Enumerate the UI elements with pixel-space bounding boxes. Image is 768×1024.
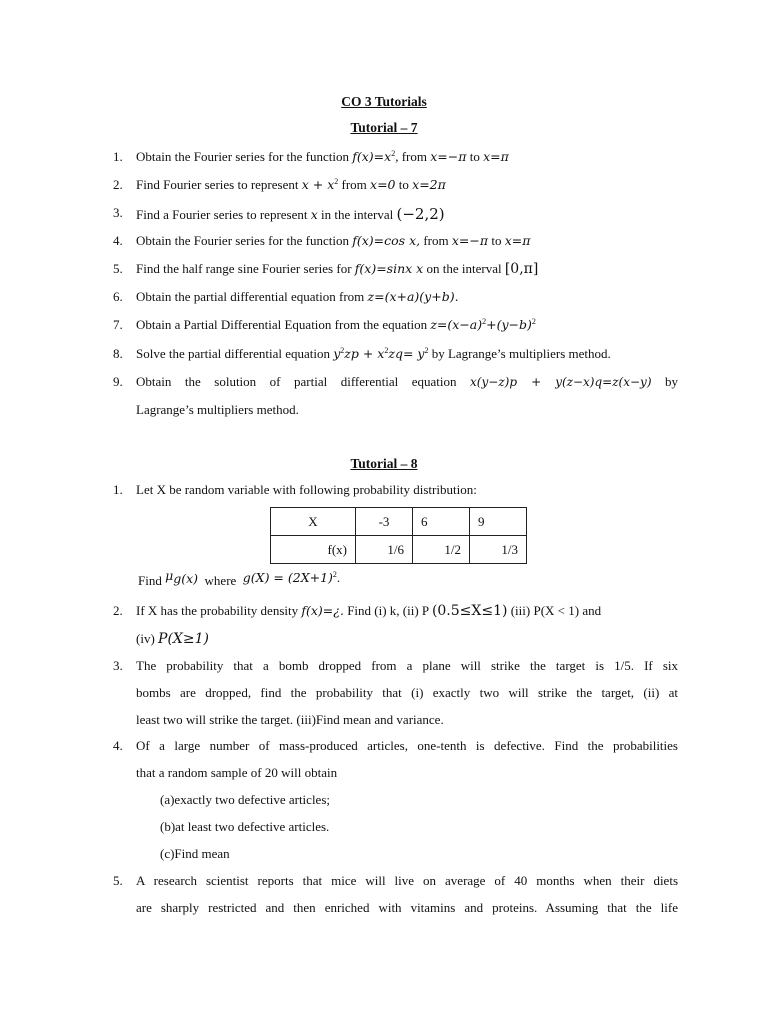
item-number: 2. — [113, 603, 123, 618]
item-text: (iv) — [136, 631, 155, 646]
math-expression: +(y−b) — [486, 317, 532, 332]
item-number: 2. — [113, 177, 123, 192]
list-item — [136, 374, 678, 390]
item-text: , from — [395, 149, 427, 164]
math-superscript: 2 — [391, 149, 396, 158]
item-text: on the interval — [426, 261, 502, 276]
math-expression: x — [310, 207, 318, 222]
list-item — [136, 205, 445, 223]
item-number: 1. — [113, 149, 123, 164]
list-item — [136, 177, 446, 193]
math-expression: (0.5≤X≤1) — [431, 603, 508, 619]
math-expression: x=−π — [451, 233, 489, 248]
math-expression: x + x — [301, 177, 335, 192]
math-expression: x(y−z)p + y(z−x)q=z(x−y) — [470, 375, 652, 389]
sub-item: (b)at least two defective articles. — [160, 819, 330, 834]
item-text: Find (i) k, (ii) P — [347, 603, 429, 618]
item-text: to — [491, 233, 502, 248]
list-item-continuation: bombs are dropped, find the probability that (i) exactly two will strike the target, (ii) at — [136, 685, 678, 700]
math-subscript: g(x) — [173, 571, 199, 586]
math-expression: x=2π — [412, 177, 446, 192]
item-text: from — [341, 177, 367, 192]
table-cell: 1/2 — [413, 536, 470, 564]
list-item: A research scientist reports that mice will live on average of 40 months when their diets — [136, 873, 678, 888]
math-expression: P(X≥1) — [158, 631, 209, 647]
item-number: 9. — [113, 374, 123, 389]
math-expression: x=π — [483, 149, 509, 164]
item-text: in the interval — [321, 207, 394, 222]
math-superscript: 2 — [332, 570, 337, 579]
list-item-continuation: are sharply restricted and then enriched with vitamins and proteins. Assuming that the life — [136, 900, 678, 915]
list-item — [136, 289, 459, 305]
item-text: Obtain the Fourier series for the function — [136, 149, 349, 164]
table-cell: X — [271, 508, 356, 536]
math-superscript: 2 — [384, 346, 389, 355]
sub-item: (c)Find mean — [160, 846, 230, 861]
math-superscript: 2 — [334, 177, 339, 186]
item-text: where — [204, 573, 237, 588]
item-text: to — [469, 149, 480, 164]
item-text: Find the half range sine Fourier series for — [136, 261, 352, 276]
find-expression — [138, 568, 341, 589]
math-expression: g(X) = (2X+1) — [242, 570, 333, 585]
item-number: 1. — [113, 482, 123, 497]
item-text: Find — [138, 573, 162, 588]
math-expression: f(x)=¿. — [301, 603, 344, 618]
math-expression: zp + x — [344, 346, 385, 361]
probability-distribution-table — [270, 507, 527, 564]
list-item-continuation: Lagrange’s multipliers method. — [136, 402, 299, 417]
item-text: Obtain a Partial Differential Equation from the equation — [136, 317, 428, 332]
item-number: 5. — [113, 873, 123, 888]
item-number: 7. — [113, 317, 123, 332]
list-item — [136, 261, 538, 277]
item-text: Obtain the partial differential equation from — [136, 289, 365, 304]
item-text: by Lagrange’s multipliers method. — [431, 346, 611, 361]
math-expression: μ — [165, 568, 174, 583]
table-cell: 1/3 — [470, 536, 527, 564]
item-text: from — [423, 233, 449, 248]
item-number: 3. — [113, 205, 123, 220]
item-text: Solve the partial differential equation — [136, 346, 330, 361]
item-text: by — [665, 374, 679, 389]
math-expression: y — [333, 346, 341, 361]
math-expression: x=π — [504, 233, 531, 248]
math-superscript: 2 — [482, 317, 487, 326]
list-item — [136, 346, 611, 362]
table-row — [271, 536, 527, 564]
math-expression: f(x)=x — [352, 149, 392, 164]
item-text: If X has the probability density — [136, 603, 299, 618]
item-text: . — [336, 570, 341, 585]
sub-item: (a)exactly two defective articles; — [160, 792, 330, 807]
tutorial-8-heading: Tutorial – 8 — [350, 456, 418, 471]
math-expression: zq= y — [388, 346, 425, 361]
math-expression: z=(x+a)(y+b). — [367, 289, 459, 304]
item-text: Find Fourier series to represent — [136, 177, 299, 192]
item-number: 5. — [113, 261, 123, 276]
item-text: Obtain the Fourier series for the function — [136, 233, 349, 248]
item-text: Obtain the solution of partial differential equation — [136, 374, 457, 389]
item-number: 6. — [113, 289, 123, 304]
table-cell: 9 — [470, 508, 527, 536]
item-number: 4. — [113, 738, 123, 753]
item-number: 3. — [113, 658, 123, 673]
math-expression: x=−π — [430, 149, 467, 164]
math-superscript: 2 — [340, 346, 345, 355]
item-text: to — [398, 177, 409, 192]
list-item-continuation — [136, 631, 209, 647]
list-item — [136, 233, 530, 249]
math-expression: [0,π] — [504, 261, 539, 277]
list-item: The probability that a bomb dropped from a plane will strike the target is 1/5. If six — [136, 658, 678, 673]
math-superscript: 2 — [531, 317, 536, 326]
math-expression: f(x)=sinx x — [354, 261, 424, 276]
table-cell: -3 — [356, 508, 413, 536]
tutorial-7-heading: Tutorial – 7 — [350, 120, 418, 135]
table-cell: f(x) — [271, 536, 356, 564]
document-title: CO 3 Tutorials — [341, 94, 427, 109]
list-item — [136, 603, 601, 619]
table-cell: 1/6 — [356, 536, 413, 564]
table-cell: 6 — [413, 508, 470, 536]
table-row — [271, 508, 527, 536]
math-superscript: 2 — [424, 346, 429, 355]
math-expression: (−2,2) — [396, 205, 445, 223]
list-item-continuation: least two will strike the target. (iii)Find mean and variance. — [136, 712, 444, 727]
item-text: Find a Fourier series to represent — [136, 207, 308, 222]
math-expression: z=(x−a) — [430, 317, 483, 332]
list-item: Let X be random variable with following probability distribution: — [136, 482, 477, 497]
list-item — [136, 317, 536, 333]
list-item — [136, 149, 509, 165]
list-item: Of a large number of mass-produced articles, one-tenth is defective. Find the probabilities — [136, 738, 678, 753]
math-expression: x=0 — [370, 177, 396, 192]
item-text: (iii) P(X < 1) and — [510, 603, 602, 618]
item-number: 4. — [113, 233, 123, 248]
list-item-continuation: that a random sample of 20 will obtain — [136, 765, 338, 780]
item-number: 8. — [113, 346, 123, 361]
math-expression: f(x)=cos x, — [352, 233, 421, 248]
